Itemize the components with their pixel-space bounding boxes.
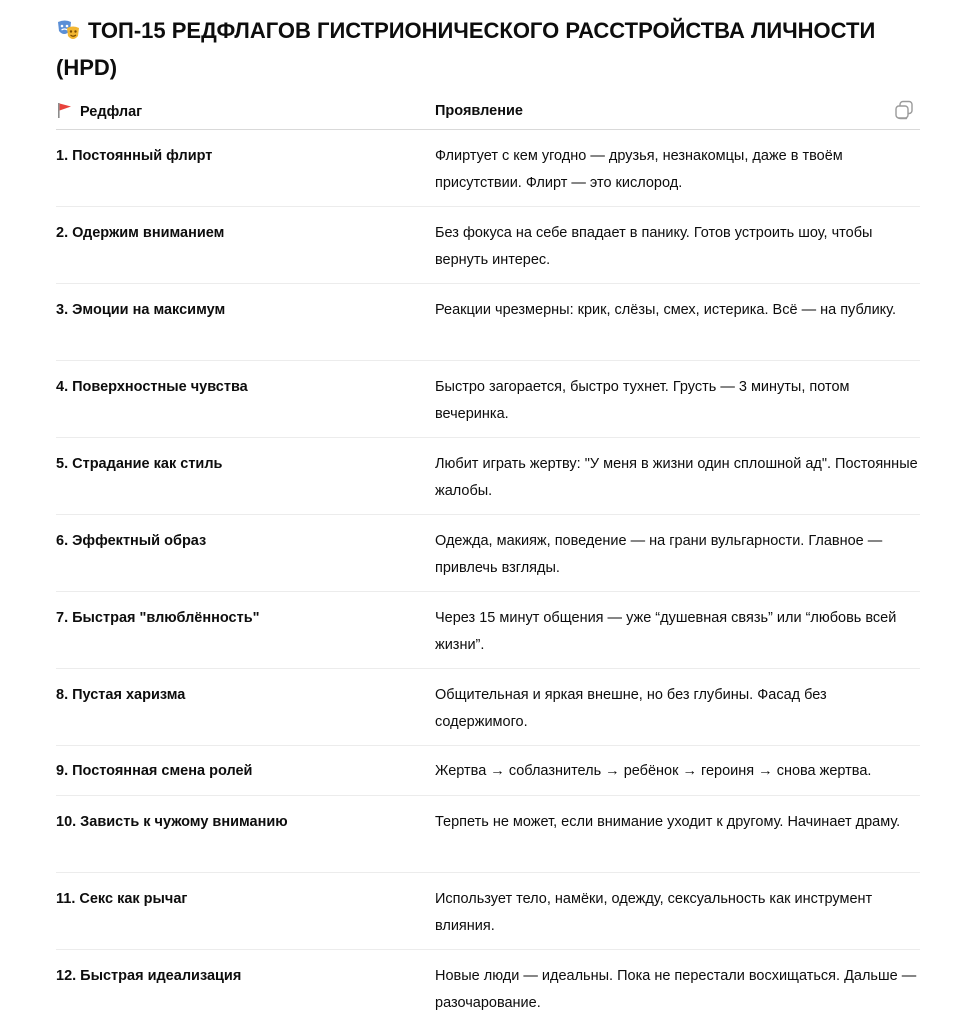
table-row bbox=[56, 207, 920, 284]
table-row bbox=[56, 438, 920, 515]
table-row bbox=[56, 746, 920, 796]
redflag-cell: 12. Быстрая идеализация bbox=[56, 968, 242, 984]
redflag-cell: 11. Секс как рычаг bbox=[56, 873, 435, 950]
redflag-cell: 9. Постоянная смена ролей bbox=[56, 746, 435, 796]
table-row bbox=[56, 130, 920, 207]
redflag-cell: 2. Одержим вниманием bbox=[56, 207, 435, 284]
header-manifestation: Проявление bbox=[435, 93, 920, 130]
manifestation-cell: Общительная и яркая внешне, но без глубины. Фасад без содержимого. bbox=[435, 669, 920, 746]
redflag-cell: 5. Страдание как стиль bbox=[56, 438, 435, 515]
redflag-cell: 3. Эмоции на максимум bbox=[56, 284, 435, 361]
redflag-cell: 8. Пустая харизма bbox=[56, 669, 435, 746]
redflag-cell: 4. Поверхностные чувства bbox=[56, 361, 435, 438]
manifestation-cell: Жертва → соблазнитель → ребёнок → героиня → снова жертва. bbox=[435, 746, 920, 796]
manifestation-cell: Быстро загорается, быстро тухнет. Грусть — 3 минуты, потом вечеринка. bbox=[435, 361, 920, 438]
redflag-cell: 6. Эффектный образ bbox=[56, 515, 435, 592]
performing-arts-icon bbox=[56, 15, 82, 37]
table-row bbox=[56, 950, 920, 1027]
table-row bbox=[56, 669, 920, 746]
manifestation-cell: Любит играть жертву: "У меня в жизни один сплошной ад". Постоянные жалобы. bbox=[435, 438, 920, 515]
manifestation-cell: Без фокуса на себе впадает в панику. Готов устроить шоу, чтобы вернуть интерес. bbox=[435, 207, 920, 284]
manifestation-cell: Через 15 минут общения — уже “душевная связь” или “любовь всей жизни”. bbox=[435, 592, 920, 669]
table-header-row bbox=[56, 93, 920, 130]
redflag-cell: 1. Постоянный флирт bbox=[56, 130, 435, 207]
redflag-table bbox=[56, 93, 920, 1027]
manifestation-cell: Флиртует с кем угодно — друзья, незнакомцы, даже в твоём присутствии. Флирт — это кислород. bbox=[435, 130, 920, 207]
manifestation-cell: Новые люди — идеальны. Пока не перестали восхищаться. Дальше — разочарование. bbox=[435, 968, 917, 1011]
manifestation-cell: Использует тело, намёки, одежду, сексуальность как инструмент влияния. bbox=[435, 873, 920, 950]
table-row bbox=[56, 796, 920, 873]
page-title-text: ТОП-15 РЕДФЛАГОВ ГИСТРИОНИЧЕСКОГО РАССТРОЙСТВА ЛИЧНОСТИ (HPD) bbox=[56, 18, 876, 80]
table-row bbox=[56, 284, 920, 361]
header-redflag bbox=[56, 93, 435, 130]
manifestation-cell: Терпеть не может, если внимание уходит к другому. Начинает драму. bbox=[435, 796, 920, 873]
manifestation-cell: Реакции чрезмерны: крик, слёзы, смех, истерика. Всё — на публику. bbox=[435, 284, 920, 361]
redflag-table-container bbox=[56, 93, 920, 1027]
table-row bbox=[56, 592, 920, 669]
table-row bbox=[56, 515, 920, 592]
page-title bbox=[56, 12, 876, 86]
redflag-cell: 10. Зависть к чужому вниманию bbox=[56, 796, 435, 873]
redflag-cell: 7. Быстрая "влюблённость" bbox=[56, 592, 435, 669]
red-flag-icon bbox=[56, 102, 74, 118]
table-row bbox=[56, 873, 920, 950]
header-redflag-label: Редфлаг bbox=[80, 104, 143, 120]
table-row bbox=[56, 361, 920, 438]
manifestation-cell: Одежда, макияж, поведение — на грани вульгарности. Главное — привлечь взгляды. bbox=[435, 515, 920, 592]
